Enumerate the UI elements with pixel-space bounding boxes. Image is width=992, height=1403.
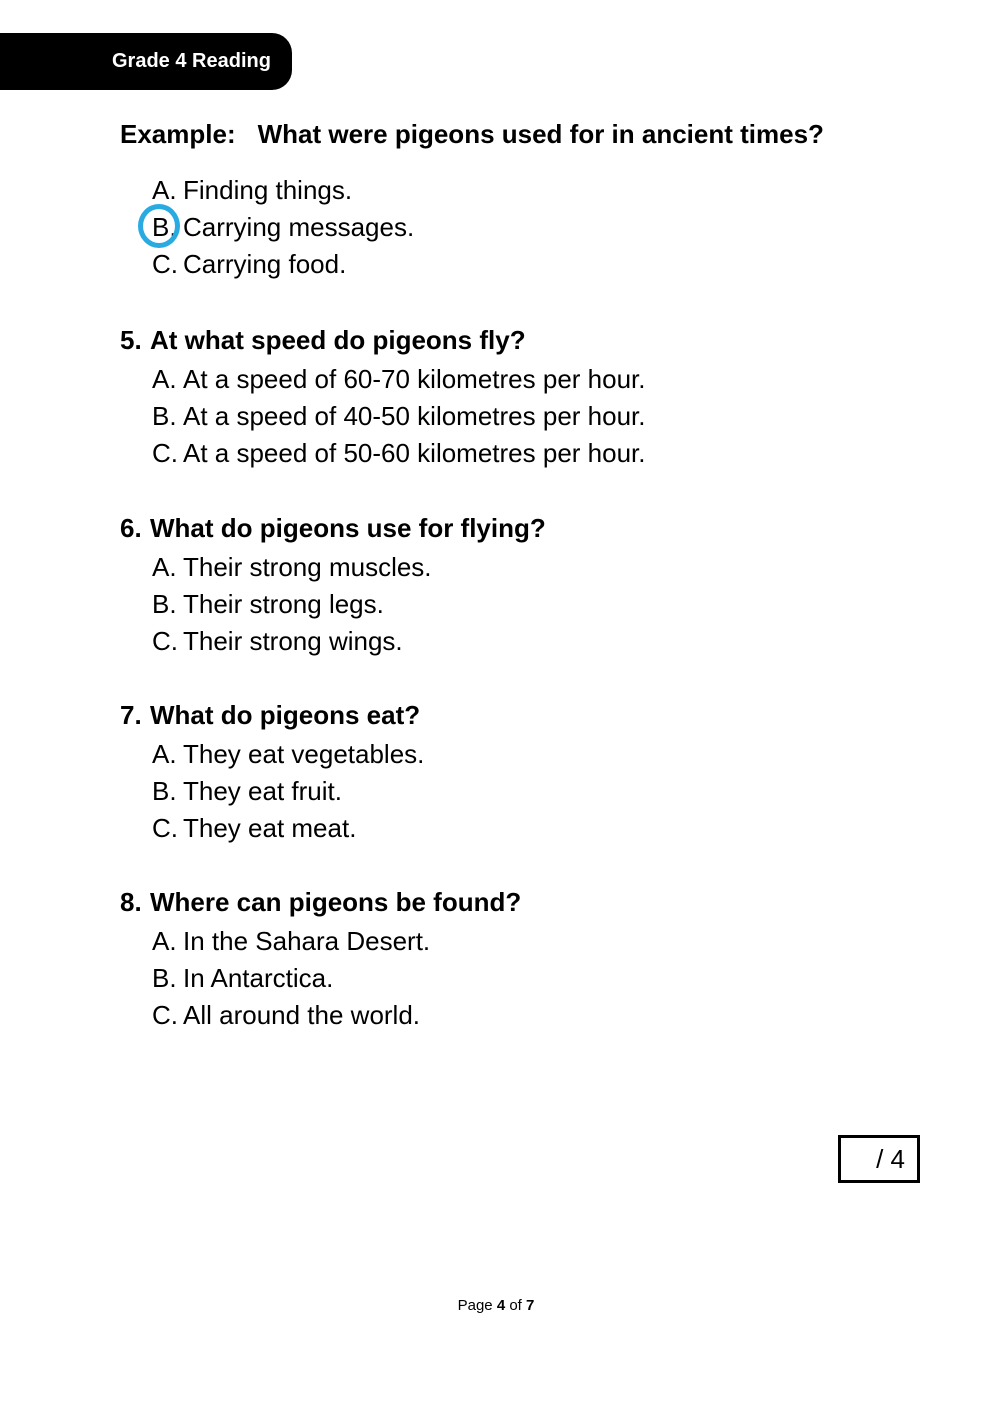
example-heading [120,119,824,149]
example-question-text: What were pigeons used for in ancient times? [257,119,824,149]
option-text: At a speed of 50-60 kilometres per hour. [183,438,646,468]
question-number: 5. [120,325,142,355]
option-text: In the Sahara Desert. [183,926,431,956]
option-letter: A. [152,175,177,205]
option-text: In Antarctica. [183,963,334,993]
option-letter: A. [152,926,177,956]
question-number: 8. [120,887,142,917]
option-text: At a speed of 40-50 kilometres per hour. [183,401,646,431]
score-box [838,1135,920,1183]
question-6-option-a [152,552,432,582]
question-number: 7. [120,700,142,730]
option-letter: C. [152,626,178,656]
question-8-option-b [152,963,333,993]
option-text: They eat fruit. [183,776,342,806]
option-text: They eat meat. [183,813,357,843]
grade-badge-label: Grade 4 Reading [112,50,271,72]
footer-page-number: 4 [496,1297,506,1314]
option-letter: A. [152,739,177,769]
answer-circle [138,204,180,248]
question-5-heading [120,325,526,355]
question-text: At what speed do pigeons fly? [150,325,526,355]
option-letter: A. [152,552,177,582]
question-7-option-a [152,739,424,769]
option-letter: C. [152,1000,178,1030]
option-text: All around the world. [183,1000,421,1030]
question-6-option-b [152,589,384,619]
question-5-option-c [152,438,646,468]
option-text: Carrying messages. [183,212,415,242]
page-footer [0,1297,992,1314]
score-value: / 4 [876,1144,905,1174]
question-8-option-a [152,926,430,956]
option-text: Their strong wings. [183,626,403,656]
question-text: Where can pigeons be found? [150,887,522,917]
option-letter: B. [152,776,177,806]
question-6-heading [120,513,546,543]
question-7-heading [120,700,420,730]
option-letter: B. [152,401,177,431]
question-5-option-a [152,364,646,394]
option-letter: C. [152,249,178,279]
option-letter: C. [152,438,178,468]
question-6-option-c [152,626,403,656]
option-letter: B. [152,212,183,242]
option-text: They eat vegetables. [183,739,425,769]
question-7-option-b [152,776,342,806]
option-letter: C. [152,813,178,843]
footer-word-of: of [509,1297,522,1314]
question-text: What do pigeons eat? [150,700,421,730]
question-5-option-b [152,401,646,431]
question-8-option-c [152,1000,420,1030]
example-option-a [152,175,352,205]
example-option-c [152,249,346,279]
option-text: Finding things. [183,175,353,205]
footer-word-page: Page [457,1297,493,1314]
grade-badge [0,33,292,90]
option-letter: B. [152,963,177,993]
option-letter: B. [152,589,177,619]
option-text: Their strong legs. [183,589,384,619]
question-7-option-c [152,813,356,843]
question-text: What do pigeons use for flying? [150,513,546,543]
option-text: Carrying food. [183,249,347,279]
option-text: At a speed of 60-70 kilometres per hour. [183,364,646,394]
example-label: Example: [120,119,236,149]
example-option-b [152,212,414,242]
footer-total-pages: 7 [526,1297,535,1314]
question-8-heading [120,887,521,917]
question-number: 6. [120,513,142,543]
option-text: Their strong muscles. [183,552,432,582]
option-letter: A. [152,364,177,394]
